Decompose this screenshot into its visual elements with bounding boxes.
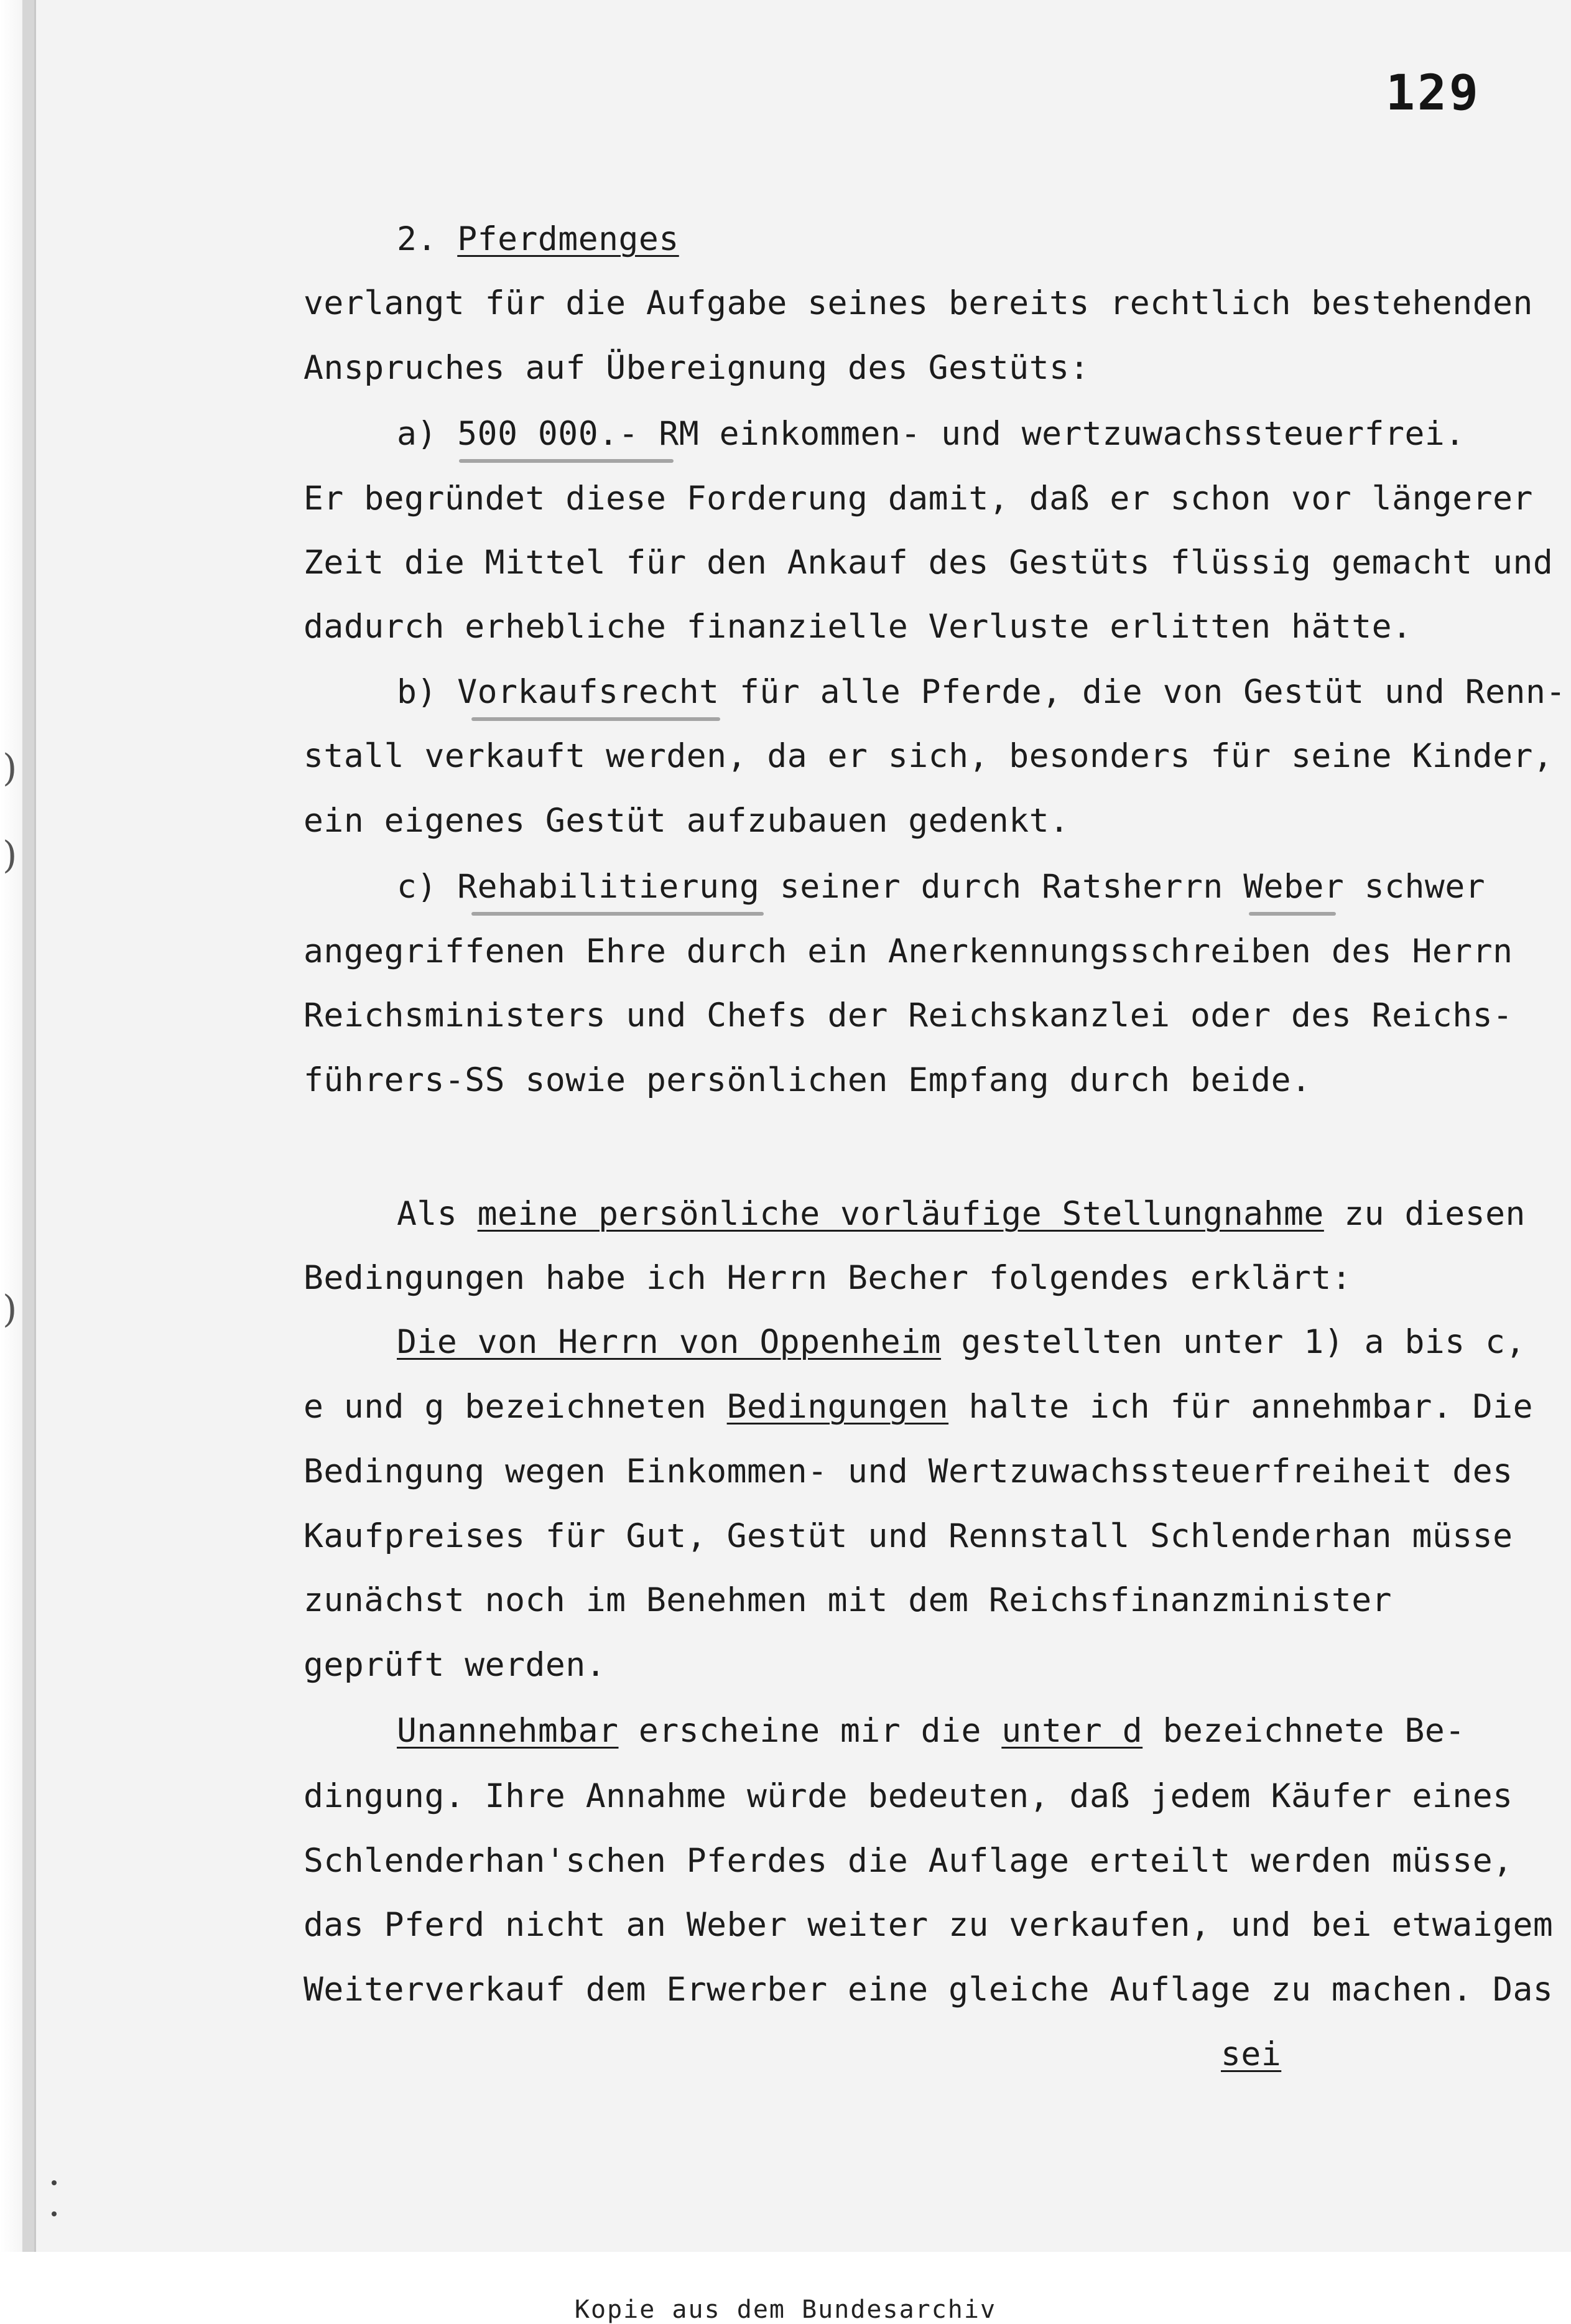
demand-b [397,674,1566,711]
text-line: Bedingungen habe ich Herrn Becher folgendes erklärt: [304,1259,1352,1297]
text-line: dingung. Ihre Annahme würde bedeuten, daß jedem Käufer eines [304,1777,1513,1815]
text-span: erscheine mir die [638,1712,981,1750]
demand-text: schwer [1364,868,1486,906]
demand-a [397,416,1465,453]
text-line: Zeit die Mittel für den Ankauf des Gestüts flüssig gemacht und [304,544,1554,582]
text-line: Schlenderhan'schen Pferdes die Auflage erteilt werden müsse, [304,1842,1513,1880]
text-line: Er begründet diese Forderung damit, daß er schon vor längerer [304,480,1533,518]
pencil-underline [459,459,674,463]
person-name: Weber [1243,868,1345,906]
binder-hole-mark: ) [2,1288,17,1331]
demand-text: für alle Pferde, die von Gestüt und Renn- [739,673,1566,711]
pencil-underline [471,912,764,916]
statement-line [397,1196,1526,1233]
underlined-phrase: Die von Herrn von Oppenheim [397,1323,942,1361]
demand-c [397,868,1485,906]
demand-amount: 500 000.- RM [457,415,700,453]
underlined-phrase: unter d [1001,1712,1143,1750]
pencil-underline [1249,912,1336,916]
text-line: Bedingung wegen Einkommen- und Wertzuwachssteuerfreiheit des [304,1452,1513,1490]
heading-name: Pferdmenges [457,220,679,258]
demand-text: seiner durch Ratsherrn [779,868,1223,906]
text-span: halte ich für annehmbar. Die [968,1388,1533,1426]
item-letter: c) [397,868,437,906]
catchword: sei [1221,2035,1282,2073]
text-line: das Pferd nicht an Weber weiter zu verkaufen, und bei etwaigem [304,1906,1554,1944]
underlined-phrase: meine persönliche vorläufige Stellungnahme [477,1195,1324,1233]
text-line: Kaufpreises für Gut, Gestüt und Rennstall Schlenderhan müsse [304,1517,1513,1555]
text-line: führers-SS sowie persönlichen Empfang durch beide. [304,1061,1312,1099]
statement-line [397,1324,1526,1361]
demand-term: Vorkaufsrecht [457,673,720,711]
document-page [34,0,1571,2252]
paper-speck [52,2211,57,2216]
heading-number: 2. [397,220,437,258]
text-span: Als [397,1195,458,1233]
text-line: geprüft werden. [304,1646,606,1684]
pencil-underline [471,717,720,721]
underlined-phrase: Unannehmbar [397,1712,619,1750]
text-span: bezeichnete Be- [1162,1712,1465,1750]
text-span: zu diesen [1344,1195,1526,1233]
text-line: Anspruches auf Übereignung des Gestüts: [304,349,1090,387]
text-line: ein eigenes Gestüt aufzubauen gedenkt. [304,802,1070,840]
text-span: gestellten unter 1) a bis c, [961,1323,1526,1361]
text-line: dadurch erhebliche finanzielle Verluste erlitten hätte. [304,608,1412,646]
text-line: zunächst noch im Benehmen mit dem Reichsfinanzminister [304,1581,1393,1619]
underlined-phrase: Bedingungen [726,1388,949,1426]
demand-term: Rehabilitierung [457,868,760,906]
text-span: e und g bezeichneten [304,1388,707,1426]
binder-hole-mark: ) [2,746,17,790]
statement-line [397,1713,1465,1750]
text-line: stall verkauft werden, da er sich, besonders für seine Kinder, [304,737,1554,775]
text-line: Reichsministers und Chefs der Reichskanzlei oder des Reichs- [304,997,1513,1034]
item-letter: b) [397,673,437,711]
archive-footer: Kopie aus dem Bundesarchiv [574,2295,997,2324]
statement-line [304,1388,1533,1426]
demand-text: einkommen- und wertzuwachssteuerfrei. [719,415,1465,453]
section-heading [397,221,679,258]
paper-speck [52,2180,57,2185]
binder-hole-mark: ) [2,834,17,877]
page-number: 129 [1386,65,1481,121]
text-line: angegriffenen Ehre durch ein Anerkennungsschreiben des Herrn [304,932,1513,970]
text-line: Weiterverkauf dem Erwerber eine gleiche Auflage zu machen. Das [304,1971,1554,2009]
item-letter: a) [397,415,437,453]
text-line: verlangt für die Aufgabe seines bereits rechtlich bestehenden [304,284,1533,322]
